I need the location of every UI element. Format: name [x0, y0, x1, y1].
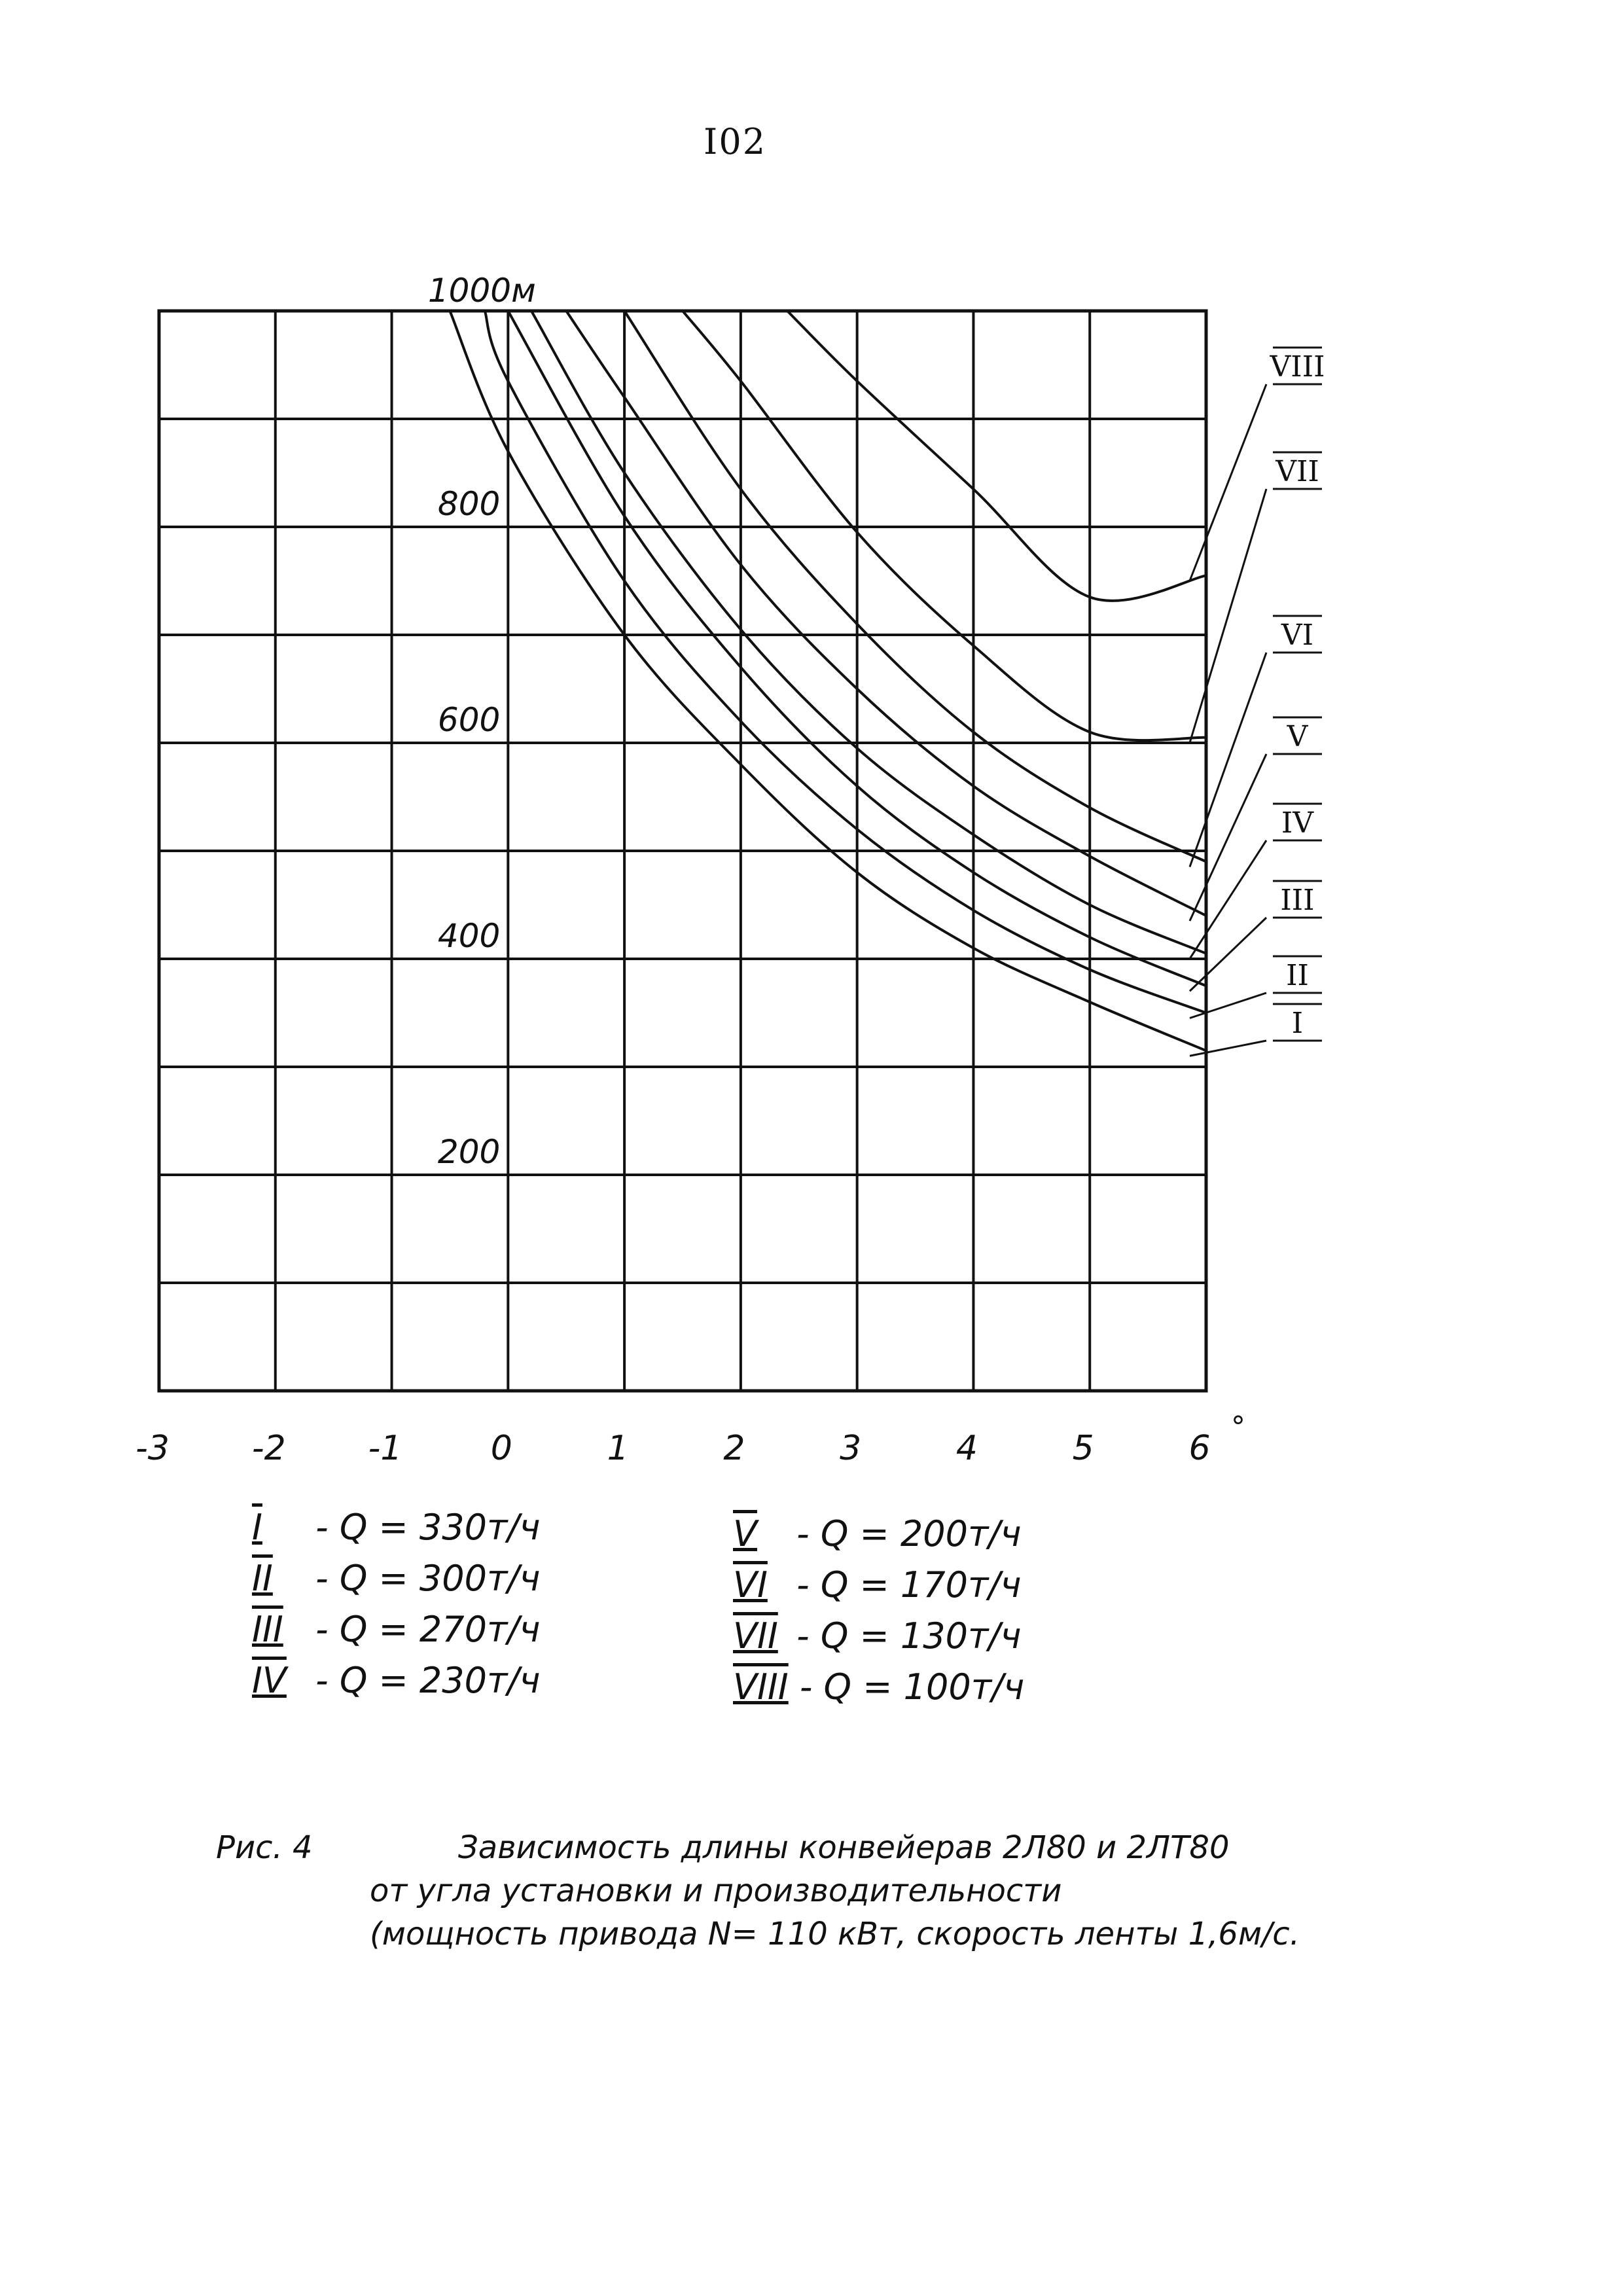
curve-VIII	[787, 311, 1206, 601]
legend-text: - Q = 170т/ч	[796, 1564, 1022, 1605]
legend-num: III	[252, 1609, 283, 1650]
y-tick-label: 600	[437, 701, 501, 739]
chart-grid	[159, 311, 1206, 1391]
series-label-VII: VII	[1275, 455, 1319, 488]
series-label-I: I	[1291, 1007, 1304, 1040]
legend-item	[733, 1509, 1024, 1560]
series-label-VIII: VIII	[1270, 350, 1325, 384]
legend-num: II	[252, 1558, 273, 1599]
legend-text: - Q = 200т/ч	[796, 1513, 1022, 1554]
chart-curves	[450, 311, 1206, 1050]
y-tick-label: 200	[437, 1133, 501, 1171]
series-label-III: III	[1280, 884, 1315, 917]
legend-num: VI	[733, 1564, 768, 1605]
x-tick-label: 2	[723, 1429, 745, 1468]
legend-item	[733, 1611, 1024, 1662]
y-tick-label: 800	[437, 485, 501, 523]
legend-item	[733, 1662, 1024, 1713]
x-tick-label: 0	[490, 1429, 512, 1468]
leader-line-VIII	[1190, 384, 1266, 581]
legend-left	[252, 1502, 541, 1706]
figure-label: Рис. 4	[216, 1829, 313, 1866]
x-tick-label: 4	[955, 1429, 978, 1468]
series-label-V: V	[1287, 720, 1308, 753]
leader-line-II	[1190, 993, 1266, 1018]
chart-leaders	[1190, 348, 1325, 1056]
caption-line-3: (мощность привода N= 110 кВт, скорость ленты 1,6м/с.	[370, 1916, 1300, 1952]
legend-text: - Q = 300т/ч	[315, 1558, 541, 1599]
chart-ticks	[135, 272, 1245, 1468]
legend-item	[252, 1655, 541, 1706]
legend-num: VIII	[733, 1666, 789, 1708]
legend-right	[733, 1509, 1024, 1713]
legend-text: - Q = 230т/ч	[315, 1660, 541, 1701]
series-label-VI: VI	[1281, 619, 1314, 652]
caption-line-2: от угла установки и производительности	[370, 1873, 1062, 1909]
legend-num: V	[733, 1513, 757, 1554]
legend-num: IV	[252, 1660, 287, 1701]
legend-item	[252, 1553, 541, 1604]
x-tick-label: 1	[607, 1429, 629, 1468]
curve-V	[566, 311, 1206, 916]
legend-num: VII	[733, 1615, 778, 1657]
x-tick-label: 5	[1072, 1429, 1094, 1468]
legend-text: - Q = 130т/ч	[796, 1615, 1022, 1657]
series-label-II: II	[1286, 959, 1309, 992]
x-unit-label: °	[1231, 1410, 1245, 1444]
x-tick-label: 3	[840, 1429, 862, 1468]
legend-item	[252, 1604, 541, 1655]
legend-num: I	[252, 1507, 262, 1548]
x-tick-label: -1	[368, 1429, 402, 1468]
caption-line-1: Зависимость длины конвейерав 2Л80 и 2ЛТ80	[458, 1829, 1230, 1866]
leader-line-VI	[1190, 653, 1266, 867]
y-tick-label: 400	[437, 917, 501, 955]
legend-text: - Q = 100т/ч	[799, 1666, 1025, 1708]
x-tick-label: -2	[251, 1429, 286, 1468]
curve-VI	[624, 311, 1206, 862]
series-label-IV: IV	[1281, 806, 1314, 840]
leader-line-III	[1190, 918, 1266, 991]
legend-text: - Q = 270т/ч	[315, 1609, 541, 1650]
page-number: I02	[704, 121, 767, 162]
legend-item	[252, 1502, 541, 1553]
x-tick-label: 6	[1188, 1429, 1211, 1468]
y-tick-label: 1000м	[427, 272, 536, 310]
x-tick-label: -3	[135, 1429, 169, 1468]
legend-item	[733, 1560, 1024, 1611]
legend-text: - Q = 330т/ч	[315, 1507, 541, 1548]
